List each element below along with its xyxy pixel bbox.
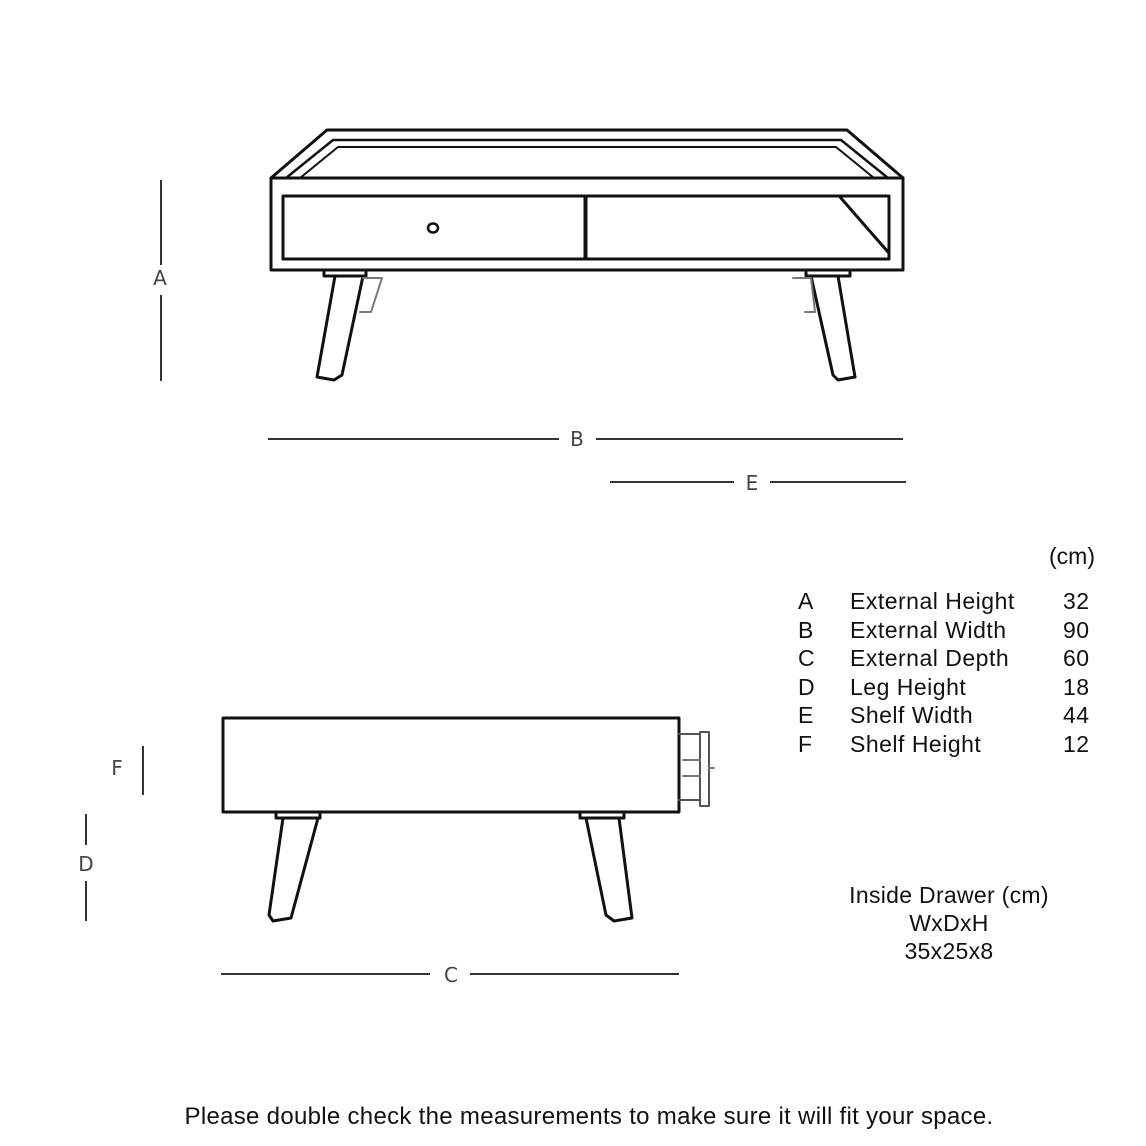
tabletop-inner [286, 140, 888, 178]
dim-letter-e: E [745, 471, 759, 495]
drawer-handle-side [700, 732, 709, 806]
open-shelf [586, 196, 889, 259]
leg-back-right [793, 278, 815, 312]
measurement-code: F [798, 730, 813, 757]
measurement-value: 12 [1063, 730, 1090, 757]
measurement-value: 32 [1063, 588, 1090, 614]
measurement-label: Leg Height [850, 673, 967, 700]
measurement-label: Shelf Width [850, 702, 974, 729]
measurement-value: 90 [1063, 616, 1090, 643]
dim-letter-c: C [444, 963, 458, 987]
measurement-label: External Height [850, 588, 1015, 614]
measurement-label: Shelf Height [850, 730, 982, 757]
dim-letter-a: A [153, 266, 167, 290]
leg-front-right [811, 276, 855, 380]
measurement-code: E [798, 702, 814, 729]
inside-drawer-info [820, 881, 1078, 965]
measurement-code: D [798, 673, 816, 700]
dim-letter-f: F [111, 756, 123, 780]
dim-letter-d: D [78, 852, 94, 876]
measurement-label: External Depth [850, 645, 1010, 672]
measurement-label: External Width [850, 616, 1007, 643]
leg-back-left [360, 278, 382, 312]
leg-front-left [317, 276, 363, 380]
drawer-pull-side [679, 734, 700, 800]
side-leg-left [269, 818, 318, 921]
shelf-back-edge [840, 197, 888, 252]
drawer-size: 35x25x8 [904, 938, 994, 964]
measurement-value: 44 [1063, 702, 1090, 729]
tabletop-outer [271, 130, 903, 178]
measurement-value: 18 [1063, 673, 1090, 700]
tabletop-tray [300, 147, 874, 178]
measurement-code: A [798, 588, 814, 614]
drawer-format: WxDxH [909, 910, 989, 936]
side-leg-right [586, 818, 632, 921]
measurement-code: C [798, 645, 816, 672]
drawer-title: Inside Drawer (cm) [849, 882, 1049, 908]
measurement-value: 60 [1063, 645, 1090, 672]
front-view-table [271, 130, 903, 380]
measurement-code: B [798, 616, 814, 643]
footer-note: Please double check the measurements to make sure it will fit your space. [184, 1103, 994, 1130]
dimension-lines [86, 180, 906, 974]
side-frame [223, 718, 679, 812]
dim-letter-b: B [570, 427, 584, 451]
drawer-knob-icon [428, 224, 438, 233]
unit-label: (cm) [1049, 543, 1095, 569]
side-view-table [223, 718, 714, 921]
drawer-front [283, 196, 585, 259]
